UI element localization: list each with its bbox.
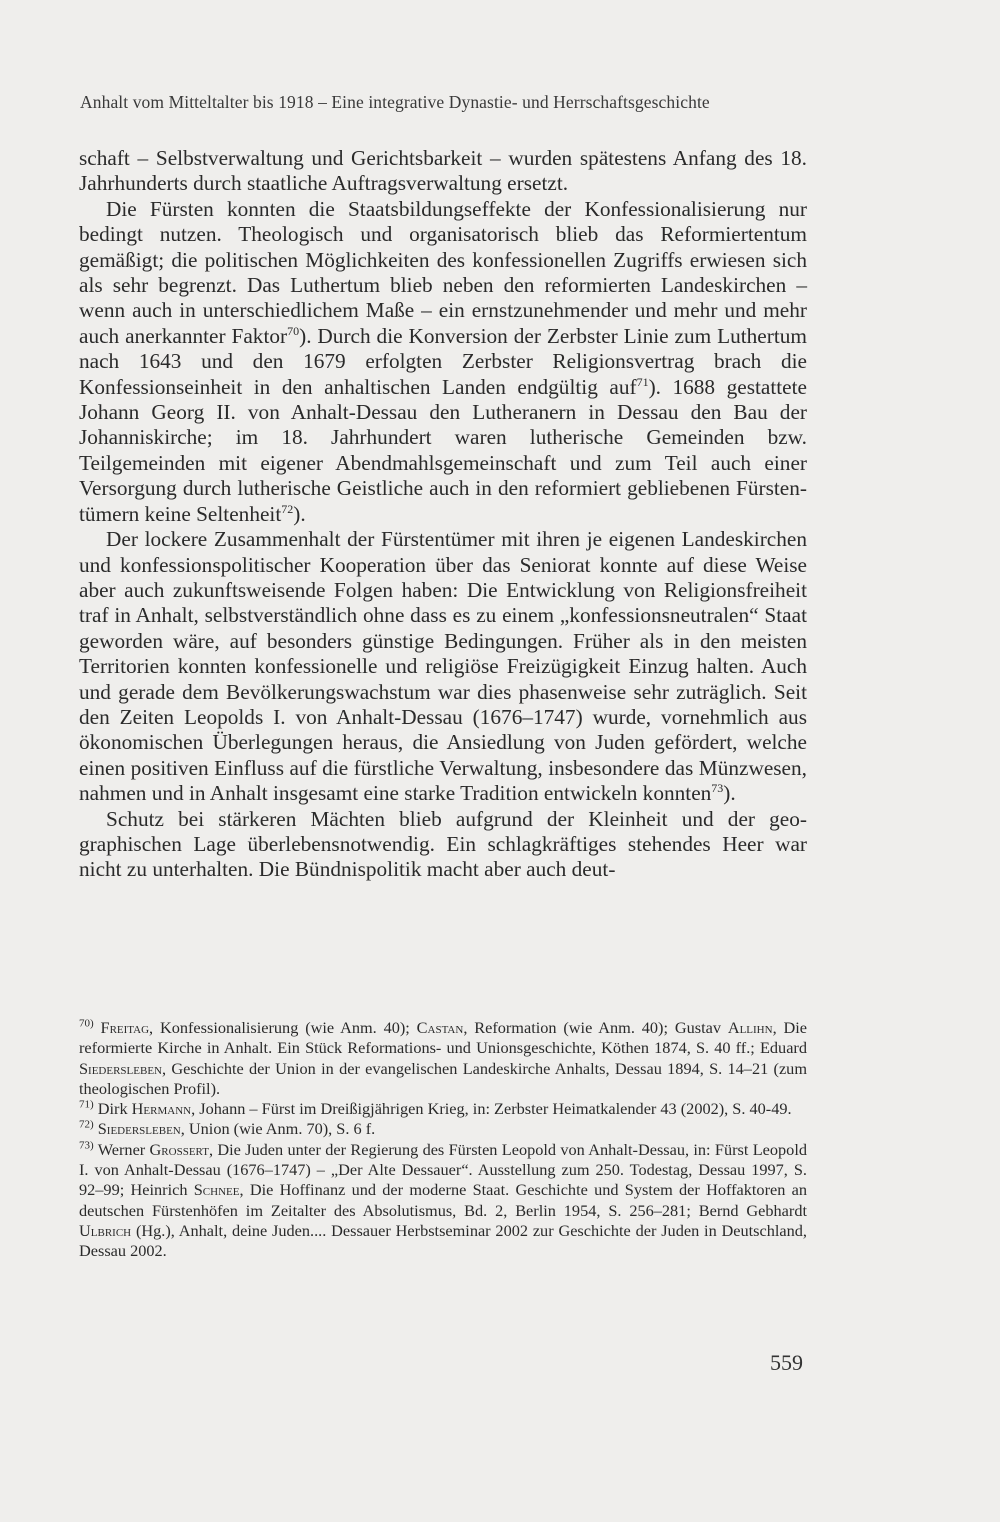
text-run: Die Fürsten konnten die Staatsbildungseffekte der Konfessionalisierung nur bedingt nutzen. Theologisch und organisatorisch blieb das Reformiertentum gemäßigt; die politischen Möglichkeiten des konfessionellen Zugriffs erwiesen sich als sehr begrenzt. Das Luthertum blieb neben den reformierten Landeskirchen – wenn auch in unterschiedlichem Maße – ein ernstzunehmender und mehr und mehr auch anerkannter Faktor	[79, 196, 807, 348]
main-text	[79, 146, 807, 883]
paragraph-religious-freedom	[79, 527, 807, 806]
text-run: Der lockere Zusammenhalt der Fürstentümer mit ihren je eigenen Landeskirchen und konfessionspolitischer Kooperation über das Seniorat konnte auf diese Weise aber auch zukunftsweisende Folgen haben: Die Entwicklung von Religionsfreiheit traf in Anhalt, selbstverständlich ohne dass es zu einem „konfessionsneutralen“ Staat geworden wäre, auf besonders günstige Bedingungen. Früher als in den meisten Territorien konnten konfessionelle und religiöse Freizügigkeit Einzug halten. Auch und gerade dem Bevölkerungswachstum war dies phasenweise sehr zuträglich. Seit den Zeiten Leopolds I. von Anhalt-Dessau (1676–1747) wurde, vornehmlich aus ökonomischen Überlegungen heraus, die Ansiedlung von Juden gefördert, welche einen positiven Einfluss auf die fürstliche Verwaltung, insbesondere das Münzwesen, nahmen und in Anhalt insgesamt eine starke Tradition entwickeln konnten	[79, 527, 807, 806]
running-head: Anhalt vom Mitteltalter bis 1918 – Eine integrative Dynastie- und Herrschaftsgeschichte	[80, 92, 710, 112]
footnote-ref-71[interactable]: 71	[636, 374, 649, 389]
author-name: Ulbrich	[79, 1220, 132, 1240]
footnote-text: , Reformation (wie Anm. 40); Gustav	[463, 1018, 728, 1037]
footnote-text: , Union (wie Anm. 70), S. 6 f.	[180, 1119, 376, 1139]
footnote-text: , Die Juden unter der Regierung des Fürsten Leopold von Anhalt-Dessau, in: Fürst Leopold I. von Anhalt-Dessau (1676–1747) – „Der Alte Dessauer“. Ausstellung zum 250. Todestag, Dessau 1997, S. 92–99; Heinrich	[79, 1139, 807, 1200]
text-run: ). 1688 gestattete Johann Georg II. von Anhalt-Dessau den Lutheranern in Dessau den Bau der Johanniskirche; im 18. Jahrhundert waren lutherische Gemeinden bzw. Teilgemeinden mit eigener Abendmahlsgemeinschaft und zum Teil auch einer Versorgung durch lutherische Geistliche auch in den reformiert gebliebenen Fürstentümern keine Seltenheit	[79, 374, 808, 526]
author-name: Siedersleben	[79, 1058, 162, 1078]
footnote	[79, 1119, 807, 1139]
footnote-ref-73[interactable]: 73	[711, 781, 724, 796]
page-number: 559	[770, 1350, 803, 1375]
footnote-text: , Die Hoffinanz und der moderne Staat. Geschichte und System der Hoffaktoren an deutschen Fürstenhöfen im Zeitalter des Absolutismus, Bd. 2, Berlin 1954, S. 256–281; Bernd Gebhardt	[79, 1180, 808, 1220]
footnote-text: , Johann – Fürst im Dreißigjährigen Krieg, in: Zerbster Heimatkalender 43 (2002), S. 40-49.	[191, 1099, 792, 1119]
author-name: Freitag	[100, 1018, 150, 1037]
footnote-number: 73)	[79, 1139, 94, 1152]
footnote-number: 71)	[79, 1098, 94, 1111]
footnote-text: , Die reformierte Kirche in Anhalt. Ein Stück Reformations- und Unionsgeschichte, Köthen 1874, S. 40 ff.; Eduard	[79, 1018, 807, 1058]
paragraph-continued: schaft – Selbstverwaltung und Gerichtsbarkeit – wurden spätestens Anfang des 18. Jahrhunderts durch staatliche Auftragsverwaltung ersetzt.	[79, 146, 807, 196]
text-run: ). Durch die Konversion der Zerbster Linie zum Luthertum nach 1643 und den 1679 erfolgten Zerbster Religionsvertrag brach die Konfessionseinheit in den anhaltischen Landen endgültig auf	[79, 323, 807, 399]
text-run: ).	[723, 781, 736, 806]
footnote	[79, 1099, 807, 1119]
author-name: Allihn	[727, 1018, 773, 1037]
author-name: Castan	[416, 1018, 464, 1037]
footnote-text: Dirk	[93, 1099, 132, 1119]
footnote-ref-72[interactable]: 72	[281, 501, 294, 516]
author-name: Hermann	[131, 1099, 192, 1119]
paragraph-confessionalization	[79, 197, 807, 527]
footnote-number: 70)	[79, 1017, 94, 1030]
footnote	[79, 1140, 807, 1262]
footnote-text: (Hg.), Anhalt, deine Juden.... Dessauer Herbstseminar 2002 zur Geschichte der Juden in Deutschland, Dessau 2002.	[79, 1220, 807, 1261]
footnote-text: , Konfessionalisierung (wie Anm. 40);	[149, 1018, 417, 1037]
author-name: Schnee	[193, 1180, 240, 1200]
author-name: Grossert	[149, 1139, 209, 1159]
footnote-number: 72)	[79, 1119, 94, 1132]
text-run: ).	[293, 501, 306, 526]
paragraph-alliance-politics: Schutz bei stärkeren Mächten blieb aufgrund der Kleinheit und der geographischen Lage überlebensnotwendig. Ein schlagkräftiges stehendes Heer war nicht zu unterhalten. Die Bündnispolitik macht aber auch deut-	[79, 806, 807, 882]
footnote	[79, 1018, 807, 1099]
author-name: Siedersleben	[97, 1119, 181, 1139]
footnote-text	[94, 1018, 101, 1037]
footnote-text: Werner	[93, 1139, 150, 1159]
footnote-ref-70[interactable]: 70	[287, 323, 300, 338]
footnote-text: , Geschichte der Union in der evangelischen Landeskirche Anhalts, Dessau 1894, S. 14–21 (zum theologischen Profil).	[79, 1058, 807, 1098]
footnotes	[79, 1018, 807, 1262]
